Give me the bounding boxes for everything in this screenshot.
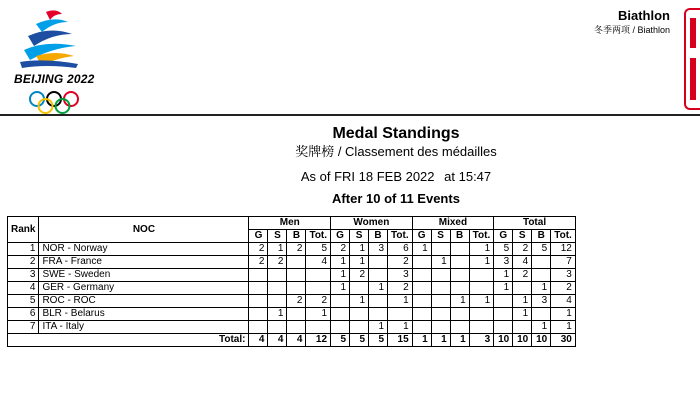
medal-count-cell: 3 [532,295,551,308]
medal-standings-table [7,216,576,347]
medal-count-cell: 2 [306,295,331,308]
noc-cell: BLR - Belarus [39,308,249,321]
medal-count-cell [249,282,268,295]
medal-count-cell [513,321,532,334]
medal-count-cell [331,295,350,308]
medal-count-cell [469,269,494,282]
medal-count-cell: 5 [532,243,551,256]
subcolumn-header: Tot. [388,230,413,243]
medal-count-cell [494,295,513,308]
total-count-cell: 4 [249,334,268,347]
medal-count-cell [532,269,551,282]
subcolumn-header: S [431,230,450,243]
medal-count-cell [369,295,388,308]
group-header-total: Total [494,217,576,230]
medal-count-cell: 1 [469,295,494,308]
header-divider [0,114,700,116]
noc-cell: FRA - France [39,256,249,269]
beijing-2022-logo [6,6,96,110]
medal-count-cell [532,256,551,269]
total-count-cell: 10 [494,334,513,347]
medal-count-cell: 2 [388,282,413,295]
medal-count-cell [412,321,431,334]
medal-count-cell [388,308,413,321]
table-row [8,308,576,321]
medal-count-cell: 1 [494,282,513,295]
rank-cell: 4 [8,282,39,295]
subcolumn-header: S [350,230,369,243]
total-count-cell: 3 [469,334,494,347]
medal-count-cell [249,308,268,321]
medal-count-cell: 1 [331,256,350,269]
rank-cell: 7 [8,321,39,334]
medal-count-cell [431,295,450,308]
subcolumn-header: G [249,230,268,243]
medal-count-cell [287,308,306,321]
medal-count-cell: 2 [551,282,576,295]
medal-count-cell [350,282,369,295]
table-row [8,295,576,308]
medal-count-cell [268,295,287,308]
medal-count-cell: 2 [513,269,532,282]
medal-count-cell [268,269,287,282]
medal-count-cell [450,321,469,334]
group-header-women: Women [331,217,413,230]
medal-count-cell [431,321,450,334]
subcolumn-header: G [331,230,350,243]
medal-count-cell: 3 [369,243,388,256]
total-count-cell: 10 [513,334,532,347]
medal-count-cell: 6 [388,243,413,256]
medal-count-cell: 1 [551,308,576,321]
medal-count-cell: 5 [306,243,331,256]
red-side-tab-icon [684,8,700,110]
medal-count-cell: 3 [551,269,576,282]
medal-count-cell: 12 [551,243,576,256]
medal-count-cell [287,282,306,295]
medal-count-cell: 1 [350,295,369,308]
rank-cell: 2 [8,256,39,269]
noc-cell: GER - Germany [39,282,249,295]
medal-count-cell [412,256,431,269]
medal-count-cell [469,308,494,321]
medal-count-cell: 1 [469,243,494,256]
medal-count-cell [450,243,469,256]
medal-count-cell: 1 [331,282,350,295]
medal-count-cell: 5 [494,243,513,256]
subcolumn-header: G [494,230,513,243]
medal-count-cell [431,282,450,295]
medal-count-cell [469,282,494,295]
medal-count-cell: 3 [494,256,513,269]
medal-count-cell: 4 [306,256,331,269]
medal-count-cell: 1 [431,256,450,269]
medal-count-cell [431,243,450,256]
table-row [8,256,576,269]
medal-count-cell [450,308,469,321]
medal-count-cell [412,282,431,295]
subcolumn-header: S [268,230,287,243]
medal-count-cell [287,269,306,282]
total-count-cell: 5 [350,334,369,347]
medal-count-cell [369,269,388,282]
medal-count-cell: 1 [494,269,513,282]
medal-count-cell: 1 [551,321,576,334]
medal-count-cell [450,269,469,282]
medal-count-cell [268,282,287,295]
table-row [8,243,576,256]
medal-count-cell: 7 [551,256,576,269]
medal-count-cell [431,269,450,282]
noc-cell: SWE - Sweden [39,269,249,282]
medal-count-cell: 2 [268,256,287,269]
medal-count-cell [513,282,532,295]
group-header-mixed: Mixed [412,217,494,230]
medal-count-cell [306,269,331,282]
medal-count-cell: 2 [287,295,306,308]
medal-count-cell: 1 [513,308,532,321]
medal-count-cell [350,321,369,334]
medal-count-cell: 1 [369,321,388,334]
as-of-time: at 15:47 [444,169,492,184]
subcolumn-header: Tot. [551,230,576,243]
table-row [8,321,576,334]
medal-count-cell [450,282,469,295]
medal-count-cell [532,308,551,321]
group-header-men: Men [249,217,331,230]
medal-count-cell [431,308,450,321]
medal-count-cell: 2 [513,243,532,256]
medal-count-cell [306,321,331,334]
total-count-cell: 10 [532,334,551,347]
total-count-cell: 4 [268,334,287,347]
page-subtitle: 奖牌榜 / Classement des médailles [295,144,497,159]
medal-count-cell: 1 [532,282,551,295]
medal-count-cell [412,308,431,321]
medal-count-cell: 2 [331,243,350,256]
medal-count-cell: 1 [469,256,494,269]
rank-cell: 1 [8,243,39,256]
medal-count-cell [369,308,388,321]
total-count-cell: 5 [369,334,388,347]
medal-count-cell: 1 [388,321,413,334]
sport-subtitle: 冬季两项 / Biathlon [593,25,670,35]
medal-count-cell: 4 [513,256,532,269]
medal-count-cell [331,321,350,334]
medal-count-cell: 2 [388,256,413,269]
total-count-cell: 15 [388,334,413,347]
medal-count-cell: 4 [551,295,576,308]
medal-count-cell: 1 [513,295,532,308]
medal-count-cell: 2 [249,243,268,256]
medal-count-cell [306,282,331,295]
total-count-cell: 30 [551,334,576,347]
medal-count-cell [287,256,306,269]
rank-column-header: Rank [8,217,39,243]
medal-count-cell [287,321,306,334]
as-of-date [0,169,700,185]
noc-cell: ITA - Italy [39,321,249,334]
medal-count-cell: 1 [450,295,469,308]
medal-count-cell: 3 [388,269,413,282]
medal-count-cell [412,269,431,282]
medal-count-cell: 1 [532,321,551,334]
olympic-rings-icon [28,90,80,116]
total-count-cell: 1 [431,334,450,347]
medal-count-cell: 1 [350,256,369,269]
as-of-date-text: As of FRI 18 FEB 2022 [300,169,435,184]
rank-cell: 5 [8,295,39,308]
medal-count-cell: 1 [388,295,413,308]
medal-count-cell [369,256,388,269]
medal-count-cell [450,256,469,269]
table-row [8,269,576,282]
subcolumn-header: B [369,230,388,243]
total-count-cell: 12 [306,334,331,347]
medal-count-cell [249,321,268,334]
logo-wordmark: BEIJING 2022 [14,72,95,86]
subcolumn-header: Tot. [306,230,331,243]
medal-count-cell: 1 [268,308,287,321]
medal-count-cell [350,308,369,321]
medal-count-cell: 2 [350,269,369,282]
subcolumn-header: S [513,230,532,243]
medal-count-cell [331,308,350,321]
noc-cell: ROC - ROC [39,295,249,308]
totals-row [8,334,576,347]
subcolumn-header: G [412,230,431,243]
report-titles [0,124,700,207]
rank-cell: 6 [8,308,39,321]
medal-count-cell [494,321,513,334]
totals-label: Total: [8,334,249,347]
sport-header [594,8,670,36]
page-title: Medal Standings [332,125,460,142]
events-count: After 10 of 11 Events [332,191,460,206]
rank-cell: 3 [8,269,39,282]
noc-cell: NOR - Norway [39,243,249,256]
medal-count-cell: 2 [249,256,268,269]
medal-count-cell [249,295,268,308]
beijing-emblem-icon [6,6,96,72]
medal-count-cell [249,269,268,282]
subcolumn-header: B [287,230,306,243]
noc-column-header: NOC [39,217,249,243]
medal-table-body [8,243,576,347]
subcolumn-header: B [532,230,551,243]
table-row [8,282,576,295]
total-count-cell: 1 [412,334,431,347]
medal-count-cell: 1 [268,243,287,256]
medal-count-cell [268,321,287,334]
total-count-cell: 1 [450,334,469,347]
medal-count-cell: 1 [350,243,369,256]
medal-count-cell: 2 [287,243,306,256]
total-count-cell: 4 [287,334,306,347]
total-count-cell: 5 [331,334,350,347]
subcolumn-header: Tot. [469,230,494,243]
medal-count-cell [494,308,513,321]
medal-count-cell: 1 [412,243,431,256]
sport-title: Biathlon [618,8,670,23]
medal-count-cell [412,295,431,308]
medal-count-cell: 1 [306,308,331,321]
medal-count-cell: 1 [331,269,350,282]
subcolumn-header: B [450,230,469,243]
medal-count-cell [469,321,494,334]
medal-count-cell: 1 [369,282,388,295]
